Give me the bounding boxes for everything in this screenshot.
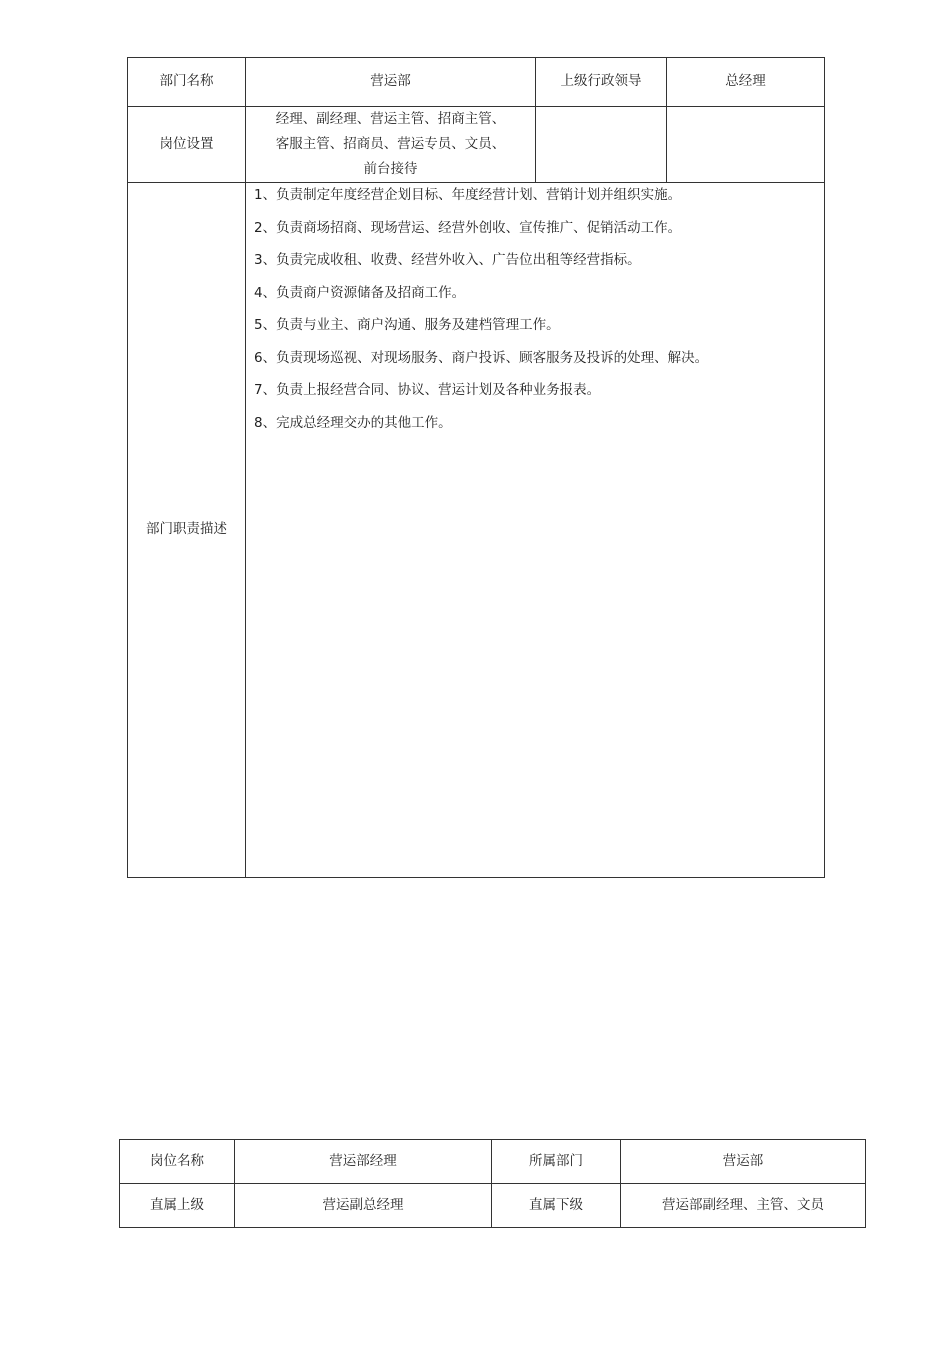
superior-label: 上级行政领导 [536,58,667,107]
positions-line: 前台接待 [363,161,418,177]
duty-item: 6、负责现场巡视、对现场服务、商户投诉、顾客服务及投诉的处理、解决。 [254,349,709,366]
dept-name-value: 营运部 [246,58,536,107]
post-name-value: 营运部经理 [235,1140,492,1184]
duty-item: 2、负责商场招商、现场营运、经营外创收、宣传推广、促销活动工作。 [254,219,682,236]
direct-subordinate-value: 营运部副经理、主管、文员 [621,1184,866,1228]
duty-item: 8、完成总经理交办的其他工作。 [254,414,452,431]
duty-item: 3、负责完成收租、收费、经营外收入、广告位出租等经营指标。 [254,252,641,268]
superior-value: 总经理 [667,58,825,107]
empty-cell [536,107,667,183]
duties-label: 部门职责描述 [128,183,246,878]
positions-value [246,107,536,183]
positions-line: 客服主管、招商员、营运专员、文员、 [275,136,506,152]
duty-item: 5、负责与业主、商户沟通、服务及建档管理工作。 [254,317,560,333]
post-dept-value: 营运部 [621,1140,866,1184]
post-dept-label: 所属部门 [492,1140,621,1184]
positions-label: 岗位设置 [128,107,246,183]
post-table [119,1139,866,1228]
direct-superior-label: 直属上级 [120,1184,235,1228]
duty-item: 1、负责制定年度经营企划目标、年度经营计划、营销计划并组织实施。 [254,187,682,203]
direct-subordinate-label: 直属下级 [492,1184,621,1228]
department-table [127,57,825,878]
post-name-label: 岗位名称 [120,1140,235,1184]
duty-item: 7、负责上报经营合同、协议、营运计划及各种业务报表。 [254,382,601,398]
duty-item: 4、负责商户资源储备及招商工作。 [254,284,466,301]
duties-list [246,183,825,878]
positions-line: 经理、副经理、营运主管、招商主管、 [275,111,506,127]
dept-name-label: 部门名称 [128,58,246,107]
empty-cell [667,107,825,183]
direct-superior-value: 营运副总经理 [235,1184,492,1228]
